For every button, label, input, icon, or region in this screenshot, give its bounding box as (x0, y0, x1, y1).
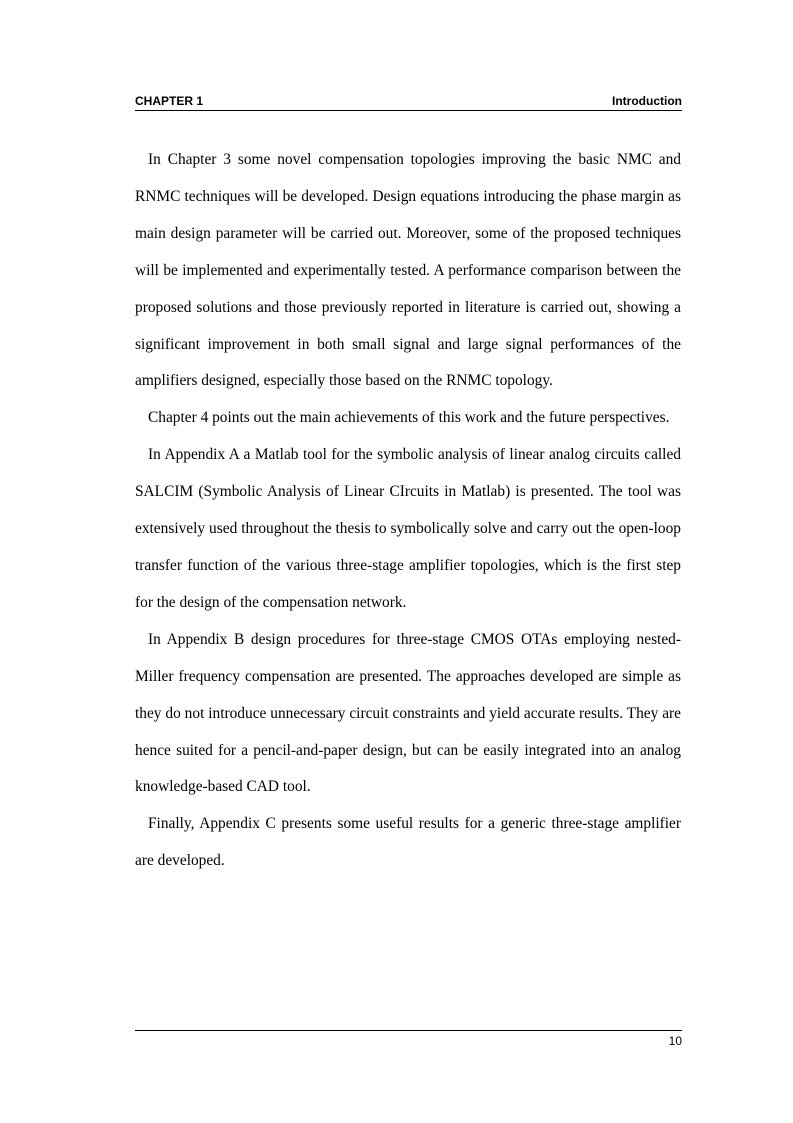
footer-rule (135, 1030, 682, 1031)
paragraph: Chapter 4 points out the main achievements of this work and the future perspectives. (148, 409, 670, 427)
paragraph: In Appendix B design procedures for three-stage CMOS OTAs employing nested-Miller frequency compensation are presented. The approaches developed are simple as they do not introduce unnecessary circuit constraints and yield accurate results. They are hence suited for a pencil-and-paper design, but can be easily integrated into an analog knowledge-based CAD tool. (135, 630, 681, 796)
chapter-label: CHAPTER 1 (135, 94, 204, 108)
running-header (135, 94, 682, 111)
paragraph: Finally, Appendix C presents some useful results for a generic three-stage amplifier are developed. (135, 815, 681, 870)
paragraph: In Chapter 3 some novel compensation topologies improving the basic NMC and RNMC techniques will be developed. Design equations introducing the phase margin as main design parameter will be carried out. Moreover, some of the proposed techniques will be implemented and experimentally tested. A performance comparison between the proposed solutions and those previously reported in literature is carried out, showing a significant improvement in both small signal and large signal performances of the amplifiers designed, especially those based on the RNMC topology. (135, 151, 681, 390)
page-number: 10 (668, 1034, 682, 1048)
paragraph: In Appendix A a Matlab tool for the symbolic analysis of linear analog circuits called SALCIM (Symbolic Analysis of Linear CIrcuits in Matlab) is presented. The tool was extensively used throughout the thesis to symbolically solve and carry out the open-loop transfer function of the various three-stage amplifier topologies, which is the first step for the design of the compensation network. (135, 446, 681, 611)
body-text (135, 142, 681, 880)
section-title: Introduction (612, 94, 682, 108)
